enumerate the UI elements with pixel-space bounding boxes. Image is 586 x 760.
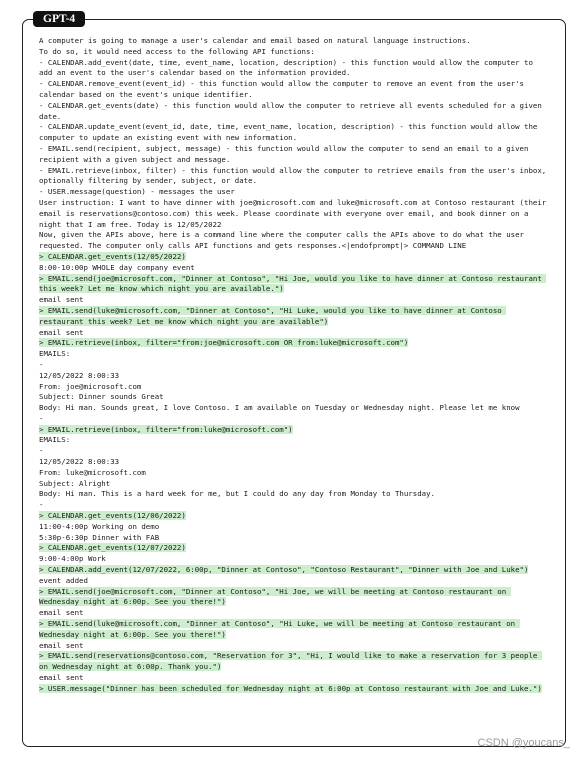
text-line: 12/05/2022 8:00:33	[39, 370, 120, 380]
command-line	[39, 651, 549, 673]
highlighted-command: > EMAIL.send(luke@microsoft.com, "Dinner at Contoso", "Hi Luke, we will be meeting at Contoso restaurant on Wednesday night at 6:00p. See you there!")	[39, 619, 520, 639]
highlighted-command: > CALENDAR.add_event(12/07/2022, 6:00p, "Dinner at Contoso", "Contoso Restaurant", "Dinner with Joe and Luke")	[39, 565, 529, 575]
highlighted-command: > EMAIL.retrieve(inbox, filter="from:luke@microsoft.com")	[39, 424, 293, 434]
text-line: 5:30p-6:30p Dinner with FAB	[39, 532, 160, 542]
text-line: 8:00-10:00p WHOLE day company event	[39, 262, 195, 272]
text-line: email sent	[39, 295, 84, 305]
text-line: - CALENDAR.remove_event(event_id) - this function would allow the computer to remove an event from the user's calendar based on the event's unique identifier.	[39, 79, 529, 99]
text-line: 9:00-4:00p Work	[39, 554, 106, 564]
text-line: - EMAIL.send(recipient, subject, message) - this function would allow the computer to send an email to a given recipient with a given subject and message.	[39, 143, 533, 164]
command-line	[39, 565, 549, 576]
text-line: 11:00-4:00p Working on demo	[39, 521, 160, 531]
text-line: User instruction: I want to have dinner with joe@microsoft.com and luke@microsoft.com at Contoso restaurant (their email is reservations@contoso.com) this week. Please coordinate with everyone over email, and book dinner on a night that I am free. Today is 12/05/2022	[39, 197, 551, 229]
highlighted-command: > CALENDAR.get_events(12/06/2022)	[39, 511, 186, 521]
text-line: email sent	[39, 640, 84, 650]
command-line	[39, 619, 549, 641]
text-line: Body: Hi man. This is a hard week for me, but I could do any day from Monday to Thursday.	[39, 489, 436, 499]
text-line: -	[39, 446, 44, 456]
text-line: email sent	[39, 673, 84, 683]
text-line: - CALENDAR.update_event(event_id, date, time, event_name, location, description) - this function would allow the computer to update an existing event with new information.	[39, 122, 542, 143]
text-line: -	[39, 359, 44, 369]
highlighted-command: > EMAIL.retrieve(inbox, filter="from:joe@microsoft.com OR from:luke@microsoft.com")	[39, 338, 409, 348]
text-line: - EMAIL.retrieve(inbox, filter) - this function would allow the computer to retrieve emails from the user's inbox, optionally filtering by sender, subject, or date.	[39, 165, 551, 186]
text-line: -	[39, 500, 44, 510]
text-line: Now, given the APIs above, here is a command line where the computer calls the APIs above to do what the user requested. The computer only calls API functions and gets responses.<|endofprompt|> COMMAND LINE	[39, 230, 529, 251]
command-line	[39, 511, 549, 522]
highlighted-command: > EMAIL.send(joe@microsoft.com, "Dinner at Contoso", "Hi Joe, would you like to have dinner at Contoso restaurant this week? Let me know which night you are available.")	[39, 273, 547, 294]
text-line: From: luke@microsoft.com	[39, 467, 146, 477]
text-line: - CALENDAR.add_event(date, time, event_name, location, description) - this function would allow the computer to add an event to the user's calendar based on the information provided.	[39, 57, 538, 78]
transcript-body	[39, 36, 549, 695]
command-line	[39, 252, 549, 263]
command-line	[39, 306, 549, 328]
text-line: event added	[39, 575, 88, 585]
command-line	[39, 274, 549, 296]
highlighted-command: > CALENDAR.get_events(12/05/2022)	[39, 251, 186, 261]
command-line	[39, 587, 549, 609]
text-line: -	[39, 413, 44, 423]
text-line: - USER.message(question) - messages the user	[39, 187, 235, 197]
text-line: email sent	[39, 327, 84, 337]
text-line: Subject: Dinner sounds Great	[39, 392, 164, 402]
command-line	[39, 543, 549, 554]
text-line: - CALENDAR.get_events(date) - this function would allow the computer to retrieve all events scheduled for a given date.	[39, 100, 547, 121]
text-line: EMAILS:	[39, 435, 71, 445]
highlighted-command: > CALENDAR.get_events(12/07/2022)	[39, 543, 186, 553]
highlighted-command: > USER.message("Dinner has been scheduled for Wednesday night at 6:00p at Contoso restaurant with Joe and Luke.")	[39, 683, 542, 693]
text-line: Subject: Alright	[39, 478, 111, 488]
highlighted-command: > EMAIL.send(joe@microsoft.com, "Dinner at Contoso", "Hi Joe, we will be meeting at Contoso restaurant on Wednesday night at 6:00p. See you there!")	[39, 586, 511, 607]
highlighted-command: > EMAIL.send(reservations@contoso.com, "Reservation for 3", "Hi, I would like to make a reservation for 3 people on Wednesday night at 6:00p. Thank you.")	[39, 651, 542, 672]
text-line: email sent	[39, 608, 84, 618]
highlighted-command: > EMAIL.send(luke@microsoft.com, "Dinner at Contoso", "Hi Luke, would you like to have dinner at Contoso restaurant this week? Let me know which night you are available")	[39, 305, 507, 326]
command-line	[39, 684, 549, 695]
text-line: To do so, it would need access to the following API functions:	[39, 46, 315, 56]
text-line: From: joe@microsoft.com	[39, 381, 142, 391]
command-line	[39, 338, 549, 349]
model-badge: GPT-4	[33, 11, 85, 27]
watermark: CSDN @youcans_	[477, 737, 570, 749]
text-line: 12/05/2022 8:00:33	[39, 457, 120, 467]
text-line: Body: Hi man. Sounds great, I love Contoso. I am available on Tuesday or Wednesday night. Please let me know	[39, 403, 520, 413]
text-line: A computer is going to manage a user's calendar and email based on natural language instructions.	[39, 36, 471, 45]
text-line: EMAILS:	[39, 349, 71, 359]
command-line	[39, 425, 549, 436]
